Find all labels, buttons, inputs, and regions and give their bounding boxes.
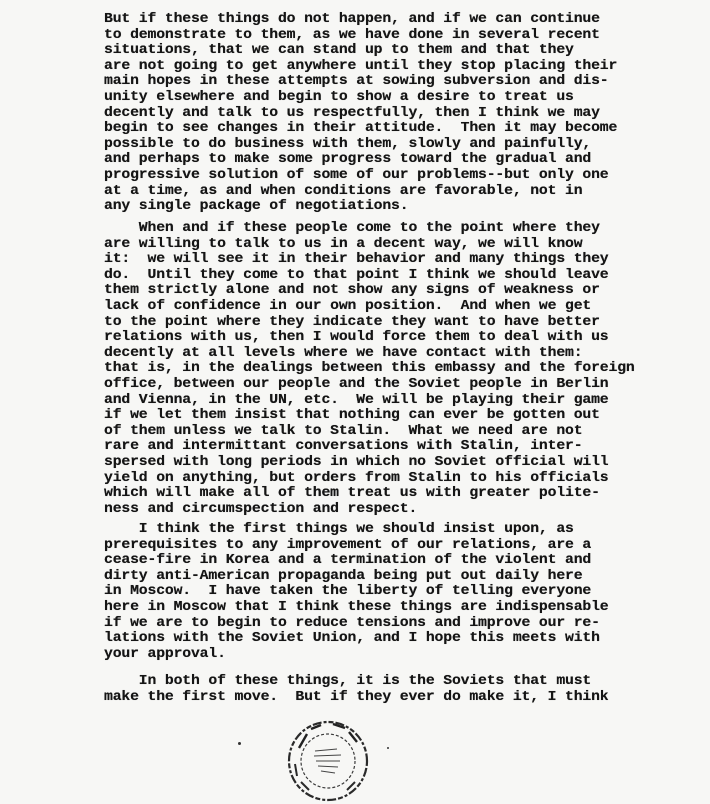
text-line: lations with the Soviet Union, and I hope this meets with [104, 630, 600, 647]
text-line: them strictly alone and not show any signs of weakness or [104, 282, 600, 299]
text-line: decently at all levels where we have contact with them: [104, 344, 583, 361]
text-line: if we are to begin to reduce tensions and improve our re- [104, 614, 600, 631]
text-line: and Vienna, in the UN, etc. We will be playing their game [104, 391, 609, 408]
text-line: any single package of negotiations. [104, 198, 409, 215]
text-line: prerequisites to any improvement of our relations, are a [104, 536, 592, 553]
paragraph-4 [104, 673, 609, 705]
text-line: that is, in the dealings between this embassy and the foreign [104, 360, 635, 377]
text-line: begin to see changes in their attitude. Then it may become [104, 120, 618, 137]
text-line: and perhaps to make some progress toward the gradual and [104, 151, 592, 168]
text-line: do. Until they come to that point I think we should leave [104, 266, 609, 283]
text-line: cease-fire in Korea and a termination of the violent and [104, 552, 592, 569]
text-line: at a time, as and when conditions are favorable, not in [104, 182, 583, 199]
text-line: to demonstrate to them, as we have done in several recent [104, 26, 600, 43]
text-line: situations, that we can stand up to them and that they [104, 42, 574, 59]
text-line: are willing to talk to us in a decent way, we will know [104, 235, 583, 252]
text-line: rare and intermittant conversations with Stalin, inter- [104, 438, 583, 455]
ink-speck [387, 747, 389, 749]
text-line: unity elsewhere and begin to show a desire to treat us [104, 88, 574, 105]
text-line: here in Moscow that I think these things are indispensable [104, 598, 609, 615]
text-line: possible to do business with them, slowly and painfully, [104, 135, 592, 152]
text-line: spersed with long periods in which no Soviet official will [104, 453, 609, 470]
paragraph-2 [104, 220, 635, 517]
text-line: it: we will see it in their behavior and many things they [104, 251, 609, 268]
text-line: decently and talk to us respectfully, then I think we may [104, 104, 600, 121]
text-line: main hopes in these attempts at sowing subversion and dis- [104, 73, 609, 90]
text-line: in Moscow. I have taken the liberty of telling everyone [104, 583, 592, 600]
text-line: When and if these people come to the point where they [104, 220, 600, 236]
ink-speck [238, 742, 241, 745]
text-line: yield on anything, but orders from Stalin to his officials [104, 469, 609, 486]
text-line: But if these things do not happen, and if we can continue [104, 11, 600, 27]
text-line: progressive solution of some of our problems--but only one [104, 166, 609, 183]
archives-seal-icon [285, 718, 371, 804]
text-line: are not going to get anywhere until they stop placing their [104, 57, 618, 74]
paragraph-3 [104, 521, 609, 662]
paragraph-1 [104, 11, 618, 215]
text-line: office, between our people and the Soviet people in Berlin [104, 375, 609, 392]
text-line: relations with us, then I would force them to deal with us [104, 329, 609, 346]
text-line: I think the first things we should insist upon, as [104, 521, 574, 537]
text-line: of them unless we talk to Stalin. What we need are not [104, 422, 583, 439]
text-line: lack of confidence in our own position. And when we get [104, 297, 592, 314]
text-line: to the point where they indicate they want to have better [104, 313, 600, 330]
text-line: your approval. [104, 645, 226, 662]
text-line: make the first move. But if they ever do make it, I think [104, 688, 609, 705]
text-line: dirty anti-American propaganda being put out daily here [104, 567, 583, 584]
text-line: ness and circumspection and respect. [104, 500, 418, 517]
text-line: if we let them insist that nothing can ever be gotten out [104, 407, 600, 424]
text-line: In both of these things, it is the Soviets that must [104, 673, 592, 689]
text-line: which will make all of them treat us with greater polite- [104, 485, 600, 502]
